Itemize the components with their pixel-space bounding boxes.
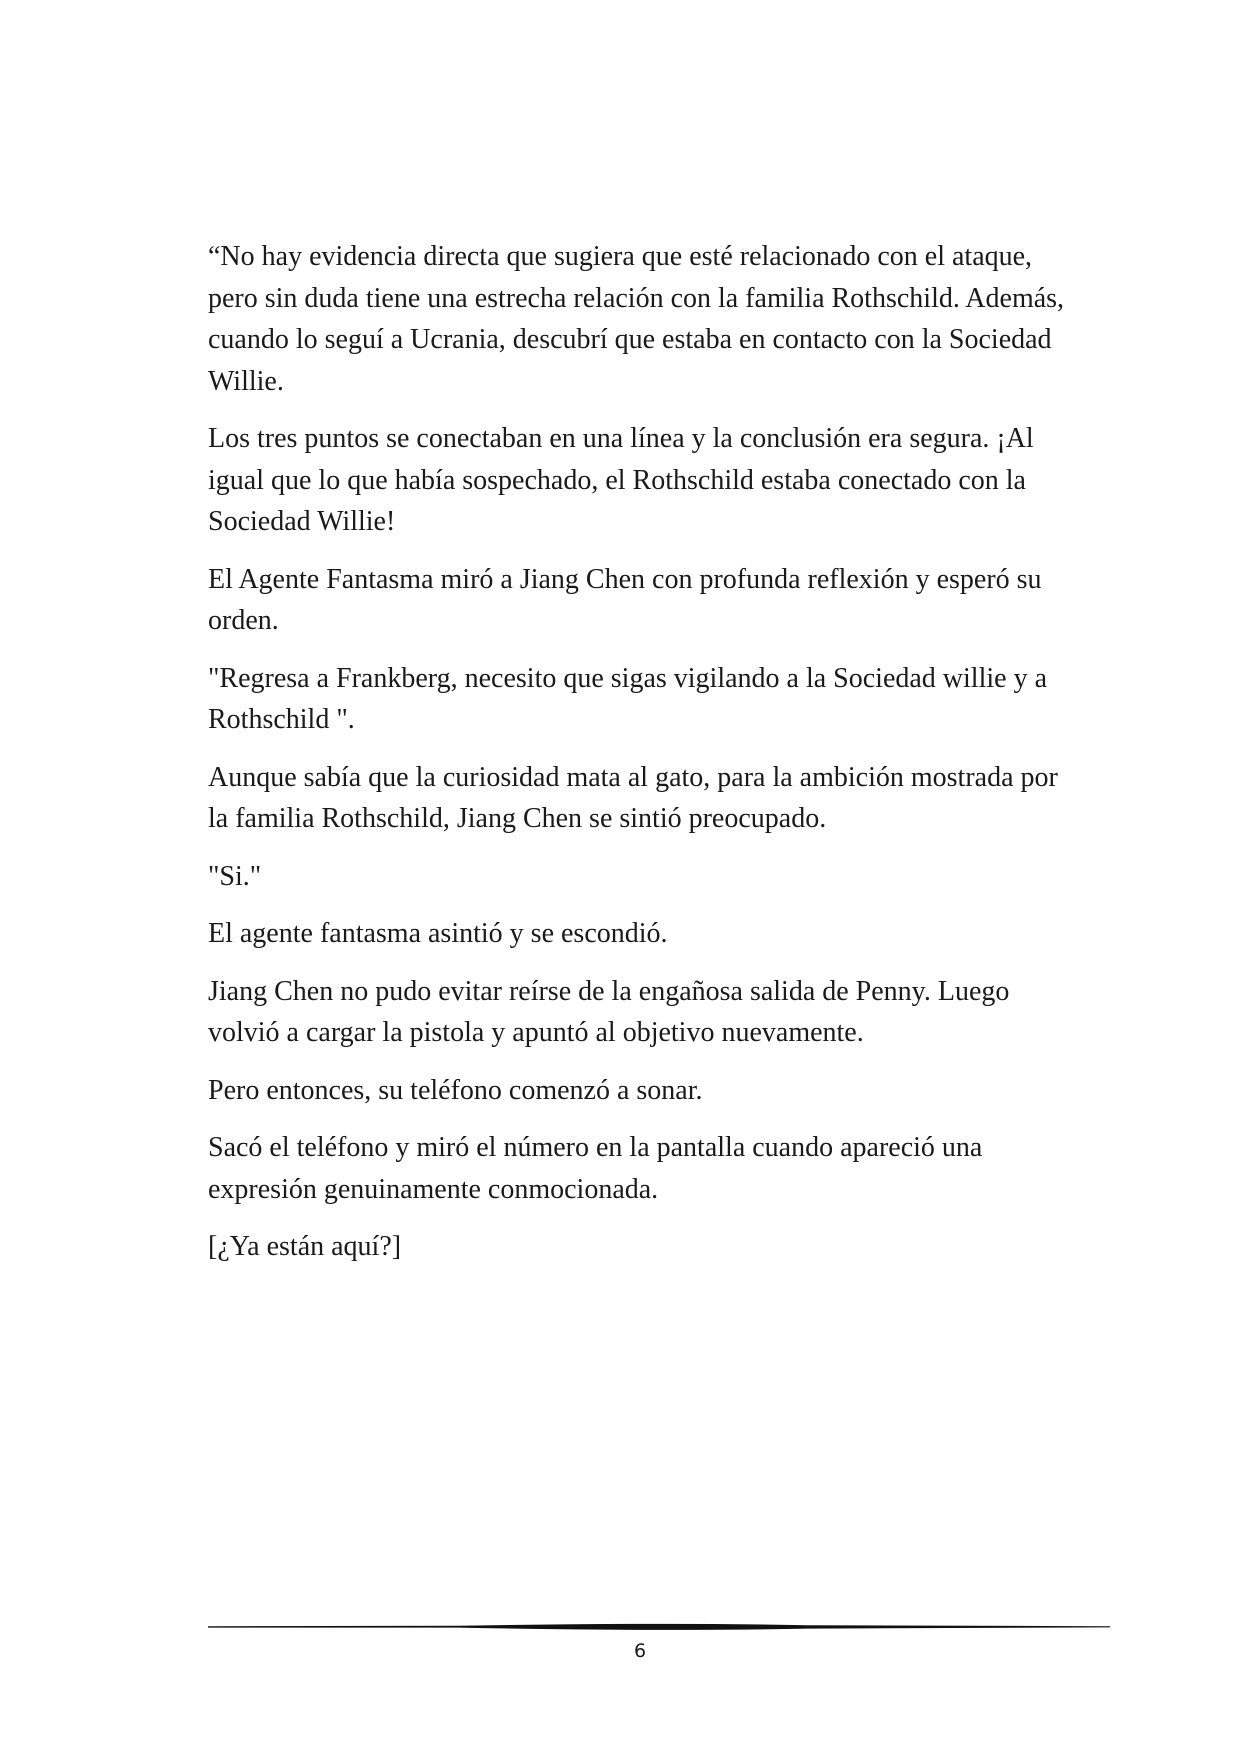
paragraph: Los tres puntos se conectaban en una línea y la conclusión era segura. ¡Al igual que lo que había sospechado, el Rothschild estaba conectado con la Sociedad Willie! — [208, 423, 1034, 537]
paragraph: Pero entonces, su teléfono comenzó a sonar. — [208, 1074, 703, 1106]
paragraph: Sacó el teléfono y miró el número en la pantalla cuando apareció una expresión genuinamente conmocionada. — [208, 1132, 983, 1205]
body-text — [208, 236, 1078, 1284]
paragraph: El Agente Fantasma miró a Jiang Chen con profunda reflexión y esperó su orden. — [208, 563, 1042, 636]
paragraph: Aunque sabía que la curiosidad mata al gato, para la ambición mostrada por la familia Rothschild, Jiang Chen se sintió preocupado. — [208, 761, 1058, 834]
paragraph: "Regresa a Frankberg, necesito que sigas vigilando a la Sociedad willie y a Rothschild ". — [208, 662, 1048, 735]
paragraph: [¿Ya están aquí?] — [208, 1231, 402, 1262]
page-number: 6 — [633, 1640, 647, 1662]
paragraph: “No hay evidencia directa que sugiera que esté relacionado con el ataque, pero sin duda tiene una estrecha relación con la familia Rothschild. Además, cuando lo seguí a Ucrania, descubrí que estaba en contacto con la Sociedad Willie. — [208, 241, 1065, 397]
paragraph: Jiang Chen no pudo evitar reírse de la engañosa salida de Penny. Luego volvió a cargar la pistola y apuntó al objetivo nuevamente. — [208, 975, 1010, 1048]
footer-divider — [208, 1620, 1110, 1634]
paragraph: "Si." — [208, 860, 262, 892]
paragraph: El agente fantasma asintió y se escondió. — [208, 918, 668, 949]
